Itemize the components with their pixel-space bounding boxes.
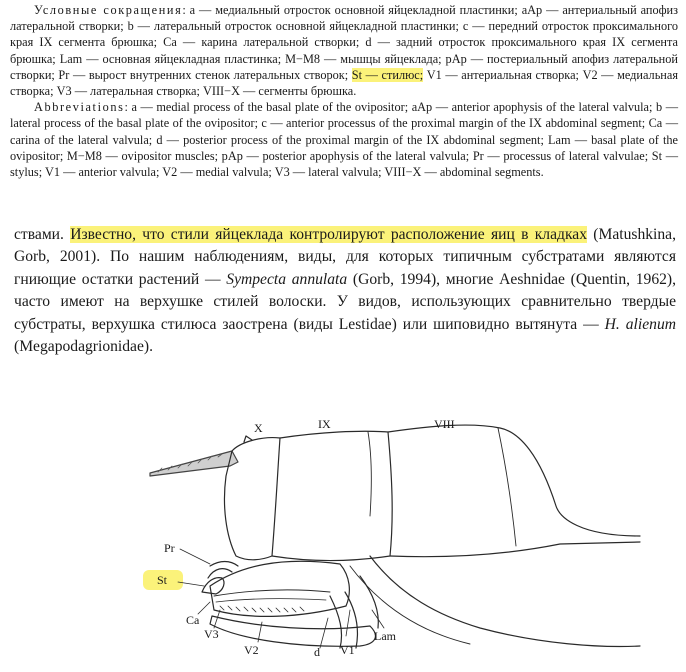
label-v2: V2	[244, 643, 259, 657]
lateral-valve-v3	[210, 561, 349, 616]
label-segment-ix: IX	[318, 417, 331, 431]
body-text-1: ствами.	[14, 226, 71, 243]
label-st: St	[157, 573, 168, 587]
segment-viii	[388, 425, 640, 536]
species-name-1: Sympecta annulata	[226, 270, 348, 288]
label-ca: Ca	[186, 613, 200, 627]
label-lam: Lam	[374, 629, 396, 643]
label-v3: V3	[204, 627, 219, 641]
label-segment-x: X	[254, 421, 263, 435]
body-paragraph	[14, 224, 676, 358]
label-segment-viii: VIII	[434, 417, 455, 431]
caption-ru-text-2: V1 — антериальная створка; V2 — медиальная створка; V3 — латеральная створка; VIII−X — сегменты брюшка.	[10, 67, 678, 99]
caption-ru-heading: Условные сокращения	[34, 3, 183, 17]
label-v1: V1	[340, 643, 355, 657]
body-text-3: (Gorb, 1994), многие Aeshnidae (Quentin, 1962), часто имеют на верхушке стилей волоски. У видов, использующих сравнительно твердые субстраты, верхушка стилюса заострена (виды Lestidae) или шиповидно вытянута —	[14, 270, 677, 333]
label-d: d	[314, 645, 320, 659]
figure-caption	[10, 2, 678, 180]
basal-plate-lam	[360, 576, 378, 628]
caption-en-text: : a — medial process of the basal plate of the ovipositor; aAp — anterior apophysis of the lateral valvula; b — lateral process of the basal plate of the ovipositor; c — anterior processus of the proximal margin of the IX abdominal segment; Ca — carina of the lateral valvula; d — posterior process of the proximal margin of the IX abdominal segment; Lam — basal plate of the ovipositor; M−M8 — ovipositor muscles; pAp — posterior apophysis of the lateral valvula; Pr — processus of lateral valvulae; St — stylus; V1 — anterior valvula; V2 — medial valvula; V3 — lateral valvula; VIII−X — abdominal segments.	[10, 100, 678, 180]
medial-valve-v2	[210, 616, 375, 646]
caption-russian	[10, 2, 678, 99]
caption-en-heading: Abbreviations	[34, 100, 125, 115]
caption-ru-text-1: : а — медиальный отросток основной яйцекладной пластинки; aAp — антериальный апофиз латеральной створки; b — латеральный отросток основной яйцекладной пластинки; с — передний отросток проксимального края IX сегмента брюшка; Ca — карина латеральной створки; d — задний отросток проксимального края IX сегмента брюшка; Lam — основная яйцекладная пластинка; M−M8 — мышцы яйцеклада; pAp — постериальный апофиз латеральной створки; Pr — вырост внутренних стенок латеральных створок;	[10, 3, 678, 82]
ovipositor-drawing	[0, 396, 686, 672]
body-text-2: (Matushkina, Gorb, 2001). По нашим наблюдениям, виды, для которых типичным субстратами являются гниющие остатки растений —	[14, 226, 676, 288]
body-text-4: (Megapodagrionidae).	[14, 338, 153, 356]
anterior-valve-v1	[330, 596, 342, 648]
caption-ru-highlight-stylus: St — стилюс;	[351, 67, 424, 82]
caption-english	[10, 99, 678, 180]
body-text-block	[14, 224, 676, 358]
segment-ix	[272, 431, 392, 560]
cercus-bristles	[150, 451, 238, 476]
label-pr: Pr	[164, 541, 175, 555]
species-name-2: H. alienum	[604, 315, 677, 333]
body-highlight: Известно, что стили яйцеклада контролируют расположение яиц в кладках	[70, 226, 587, 243]
ovipositor-figure	[0, 396, 686, 672]
